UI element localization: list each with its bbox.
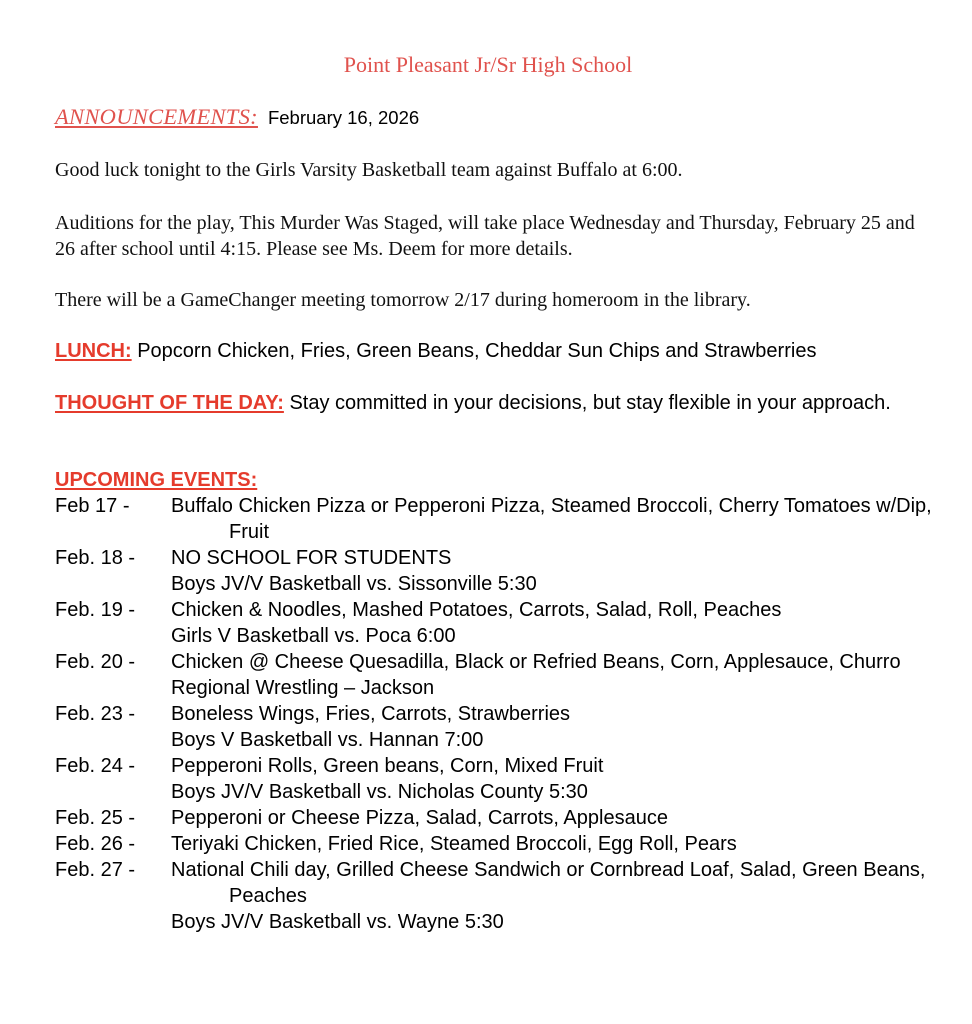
event-detail-line: Pepperoni or Cheese Pizza, Salad, Carrots, Applesauce [171, 807, 668, 829]
event-detail-line: Boneless Wings, Fries, Carrots, Strawberries [171, 703, 571, 725]
event-date: Feb. 27 - [55, 859, 136, 881]
event-details [171, 753, 935, 805]
announcements-label: ANNOUNCEMENTS: [55, 104, 258, 129]
lunch-section [55, 338, 935, 364]
event-detail-line: Boys JV/V Basketball vs. Wayne 5:30 [171, 911, 504, 933]
event-detail-line: Buffalo Chicken Pizza or Pepperoni Pizza, Steamed Broccoli, Cherry Tomatoes w/Dip, Fruit [171, 495, 932, 543]
event-date: Feb. 20 - [55, 651, 136, 673]
announcement-item: Auditions for the play, This Murder Was Staged, will take place Wednesday and Thursday, February 25 and 26 after school until 4:15. Please see Ms. Deem for more details. [55, 212, 915, 260]
event-date: Feb. 24 - [55, 755, 136, 777]
event-detail-line: Chicken @ Cheese Quesadilla, Black or Refried Beans, Corn, Applesauce, Churro [171, 651, 901, 673]
event-date: Feb. 19 - [55, 599, 136, 621]
announcements-date: February 16, 2026 [267, 107, 420, 128]
event-details [171, 701, 935, 753]
event-details [171, 805, 935, 831]
events-title: UPCOMING EVENTS: [55, 469, 258, 491]
event-details [171, 493, 935, 545]
upcoming-events [55, 467, 935, 935]
event-detail-line: Boys JV/V Basketball vs. Nicholas County 5:30 [171, 781, 588, 803]
lunch-label: LUNCH: [55, 340, 132, 362]
event-date: Feb. 25 - [55, 807, 136, 829]
event-row [55, 649, 935, 701]
event-detail-line: Regional Wrestling – Jackson [171, 677, 435, 699]
event-date: Feb. 18 - [55, 547, 136, 569]
event-row [55, 831, 935, 857]
event-detail-line: Boys JV/V Basketball vs. Sissonville 5:30 [171, 573, 537, 595]
announcements-header [55, 104, 419, 130]
event-row [55, 597, 935, 649]
event-row [55, 753, 935, 805]
announcement-item: Good luck tonight to the Girls Varsity Basketball team against Buffalo at 6:00. [55, 159, 683, 181]
lunch-text: Popcorn Chicken, Fries, Green Beans, Cheddar Sun Chips and Strawberries [131, 340, 817, 362]
event-row [55, 857, 935, 935]
event-detail-line: Boys V Basketball vs. Hannan 7:00 [171, 729, 484, 751]
event-detail-line: Girls V Basketball vs. Poca 6:00 [171, 625, 456, 647]
event-details [171, 649, 935, 701]
thought-section [55, 390, 935, 416]
event-detail-line: NO SCHOOL FOR STUDENTS [171, 547, 452, 569]
announcement-item: There will be a GameChanger meeting tomorrow 2/17 during homeroom in the library. [55, 289, 751, 311]
event-detail-line: National Chili day, Grilled Cheese Sandwich or Cornbread Loaf, Salad, Green Beans, Peaches [171, 859, 926, 907]
event-date: Feb. 26 - [55, 833, 136, 855]
thought-text: Stay committed in your decisions, but stay flexible in your approach. [283, 392, 891, 414]
event-details [171, 831, 935, 857]
event-row [55, 493, 935, 545]
event-row [55, 701, 935, 753]
thought-label: THOUGHT OF THE DAY: [55, 392, 284, 414]
event-details [171, 597, 935, 649]
event-details [171, 545, 935, 597]
event-list [55, 493, 935, 935]
event-row [55, 545, 935, 597]
event-row [55, 805, 935, 831]
event-date: Feb 17 - [55, 495, 130, 517]
event-date: Feb. 23 - [55, 703, 136, 725]
event-detail-line: Teriyaki Chicken, Fried Rice, Steamed Broccoli, Egg Roll, Pears [171, 833, 737, 855]
event-detail-line: Pepperoni Rolls, Green beans, Corn, Mixed Fruit [171, 755, 604, 777]
event-details [171, 857, 935, 935]
event-detail-line: Chicken & Noodles, Mashed Potatoes, Carrots, Salad, Roll, Peaches [171, 599, 782, 621]
school-title: Point Pleasant Jr/Sr High School [343, 52, 633, 77]
